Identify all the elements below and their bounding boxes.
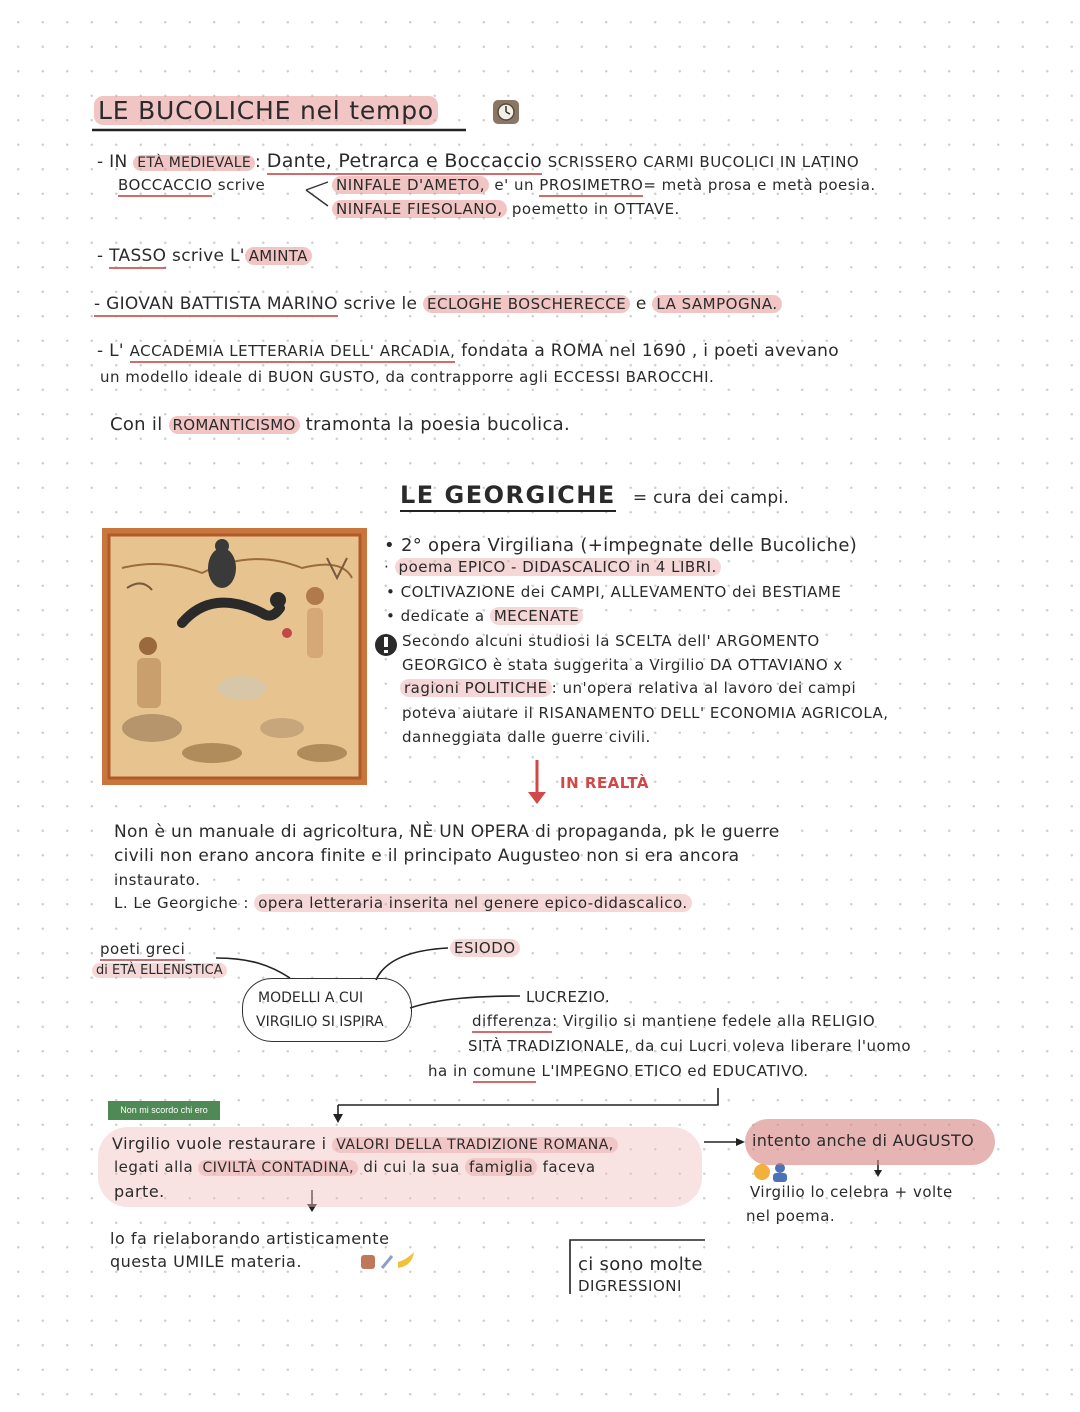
giovan-battista-marino: - GIOVAN BATTISTA MARINO [94,294,338,317]
ninfale-ameto: NINFALE D'AMETO, [332,176,489,194]
warn-line-1: Secondo alcuni studiosi la SCELTA dell' ARGOMENTO [402,632,820,650]
poeti-greci-text: poeti greci [100,940,185,961]
rielaborando-line2: questa UMILE materia. [110,1252,302,1271]
accademia-arcadia: ACCADEMIA LETTERARIA DELL' ARCADIA, [130,342,456,363]
eta-ellenistica [92,963,227,978]
bullet-4 [386,607,583,625]
georgiche-def: = cura dei campi. [632,488,790,508]
ecloghe-boscherecce: ECLOGHE BOSCHERECCE [423,295,630,313]
scrive: scrive [217,176,266,194]
rielaborando-line1: lo fa rielaborando artisticamente [110,1229,390,1248]
buon-gusto-line: un modello ideale di BUON GUSTO, da contrapporre agli ECCESSI BAROCCHI. [100,368,715,386]
bullet-3: • COLTIVAZIONE dei CAMPI, ALLEVAMENTO dei BESTIAME [386,583,842,601]
warn-line-2: GEORGICO è stata suggerita a Virgilio DA OTTAVIANO x [402,656,843,674]
medievale-line [97,150,859,172]
scrive-le: scrive le [343,294,418,314]
warn-line-5: danneggiata dalle guerre civili. [402,728,651,746]
valori-tradizione: VALORI DELLA TRADIZIONE ROMANA, [332,1137,618,1153]
eta-medievale: ETÀ MEDIEVALE [133,155,255,171]
e: e [635,294,647,314]
romanticismo-line [110,414,570,435]
differenza: differenza [472,1012,552,1033]
e-un: e' un [494,176,534,194]
differenza-line2: SITÀ TRADIZIONALE, da cui Lucri voleva liberare l'uomo [468,1037,911,1055]
digressioni-line2: DIGRESSIONI [578,1277,682,1295]
dash-l: - L' [97,341,124,361]
comune: comune [473,1062,536,1083]
poema-epico-didascalico: poema EPICO - DIDASCALICO in 4 LIBRI. [395,558,721,576]
warning-icon [375,634,397,656]
marino-line [94,294,782,314]
georgiche-title-row [400,481,789,509]
fedele-religiosita: : Virgilio si mantiene fedele alla RELIGIO [552,1012,876,1030]
legati-alla: legati alla [114,1158,194,1176]
opera-lavoro-campi: : un'opera relativa al lavoro dei campi [551,679,857,697]
boccaccio: BOCCACCIO [118,176,212,197]
realta-p3: instaurato. [114,871,201,889]
clock-icon [493,100,519,124]
romanticismo: ROMANTICISMO [169,416,300,434]
comune-line [428,1062,809,1080]
con-il: Con il [110,414,163,435]
celebra-line1: Virgilio lo celebra + volte [750,1183,953,1201]
eta-ellenistica-text: di ETÀ ELLENISTICA [92,963,227,978]
poeti-greci [100,940,185,958]
warn-line-4: poteva aiutare il RISANAMENTO DELL' ECONOMIA AGRICOLA, [402,704,889,722]
poemetto-ottave: poemetto in OTTAVE. [511,200,680,218]
ha-in: ha in [428,1062,468,1080]
civilta-contadina: CIVILTÀ CONTADINA, [198,1160,358,1176]
digressioni-line1: ci sono molte [578,1254,703,1275]
modelli-line1: MODELLI A CUI [258,990,364,1006]
intento-augusto: intento anche di AUGUSTO [752,1131,974,1150]
lucrezio: LUCREZIO. [526,988,611,1006]
dash: - [97,246,104,266]
esiodo-text: ESIODO [450,939,520,957]
modelli-line2: VIRGILIO SI ISPIRA [256,1014,384,1030]
tasso: TASSO [109,246,166,269]
ninfale-fiesolano: NINFALE FIESOLANO, [332,200,507,218]
boccaccio-label [118,176,265,194]
tramonta: tramonta la poesia bucolica. [305,414,571,435]
arcadia-line [97,341,839,361]
realta-p1: Non è un manuale di agricoltura, NÈ UN OPERA di propaganda, pk le guerre [114,822,780,842]
fresco-image [102,528,367,785]
virgilio-restaurare: Virgilio vuole restaurare i [112,1134,327,1153]
tradizione-line1 [112,1134,618,1153]
famiglia: famiglia [465,1158,537,1176]
realta-p2: civili non erano ancora finite e il principato Augusteo non si era ancora [114,846,740,866]
ninfale-fiesolano-line [332,200,680,218]
faceva: faceva [542,1158,596,1176]
bucoliche-title-text: LE BUCOLICHE nel tempo [94,96,438,125]
impegno-etico: L'IMPEGNO ETICO ed EDUCATIVO. [541,1062,809,1080]
dedicate-a: • dedicate a [386,607,485,625]
tasso-line [97,246,312,266]
di-cui-la-sua: di cui la sua [363,1158,460,1176]
ninfale-ameto-line [332,176,876,194]
colon: : [255,152,262,172]
warn-line-3 [400,679,856,697]
modelli-box [242,978,412,1042]
differenza-line1 [472,1012,875,1030]
tradizione-line3: parte. [114,1182,165,1201]
thumbs-people-icon [754,1163,787,1182]
realta-p4 [114,894,692,912]
sticker-label: Non mi scordo chi ero [108,1101,220,1120]
scrive-l: scrive L' [172,246,245,266]
art-icons [361,1252,414,1269]
le-georgiche: L. Le Georgiche : [114,894,249,912]
carmi-bucolici: SCRISSERO CARMI BUCOLICI IN LATINO [547,153,860,171]
bullet-1: • 2° opera Virgiliana (+impegnate delle Bucoliche) [384,535,858,556]
prosimetro: PROSIMETRO [539,176,643,197]
bullet-2: · poema EPICO - DIDASCALICO in 4 LIBRI. [384,558,721,576]
dante-petrarca-boccaccio: Dante, Petrarca e Boccaccio [267,150,542,175]
esiodo [450,939,520,957]
fondata-roma-1690: fondata a ROMA nel 1690 , i poeti avevano [461,341,839,361]
prosimetro-def: = metà prosa e metà poesia. [643,176,876,194]
georgiche-title: LE GEORGICHE [400,481,616,512]
dash: - IN [97,152,128,172]
la-sampogna: LA SAMPOGNA. [652,295,781,313]
in-realta: IN REALTÀ [560,774,650,792]
opera-letteraria: opera letteraria inserita nel genere epico-didascalico. [254,894,691,912]
aminta: AMINTA [245,247,312,265]
ragioni-politiche: ragioni POLITICHE [400,679,552,697]
mecenate: MECENATE [490,607,583,625]
celebra-line2: nel poema. [746,1207,836,1225]
tradizione-line2 [114,1158,596,1176]
